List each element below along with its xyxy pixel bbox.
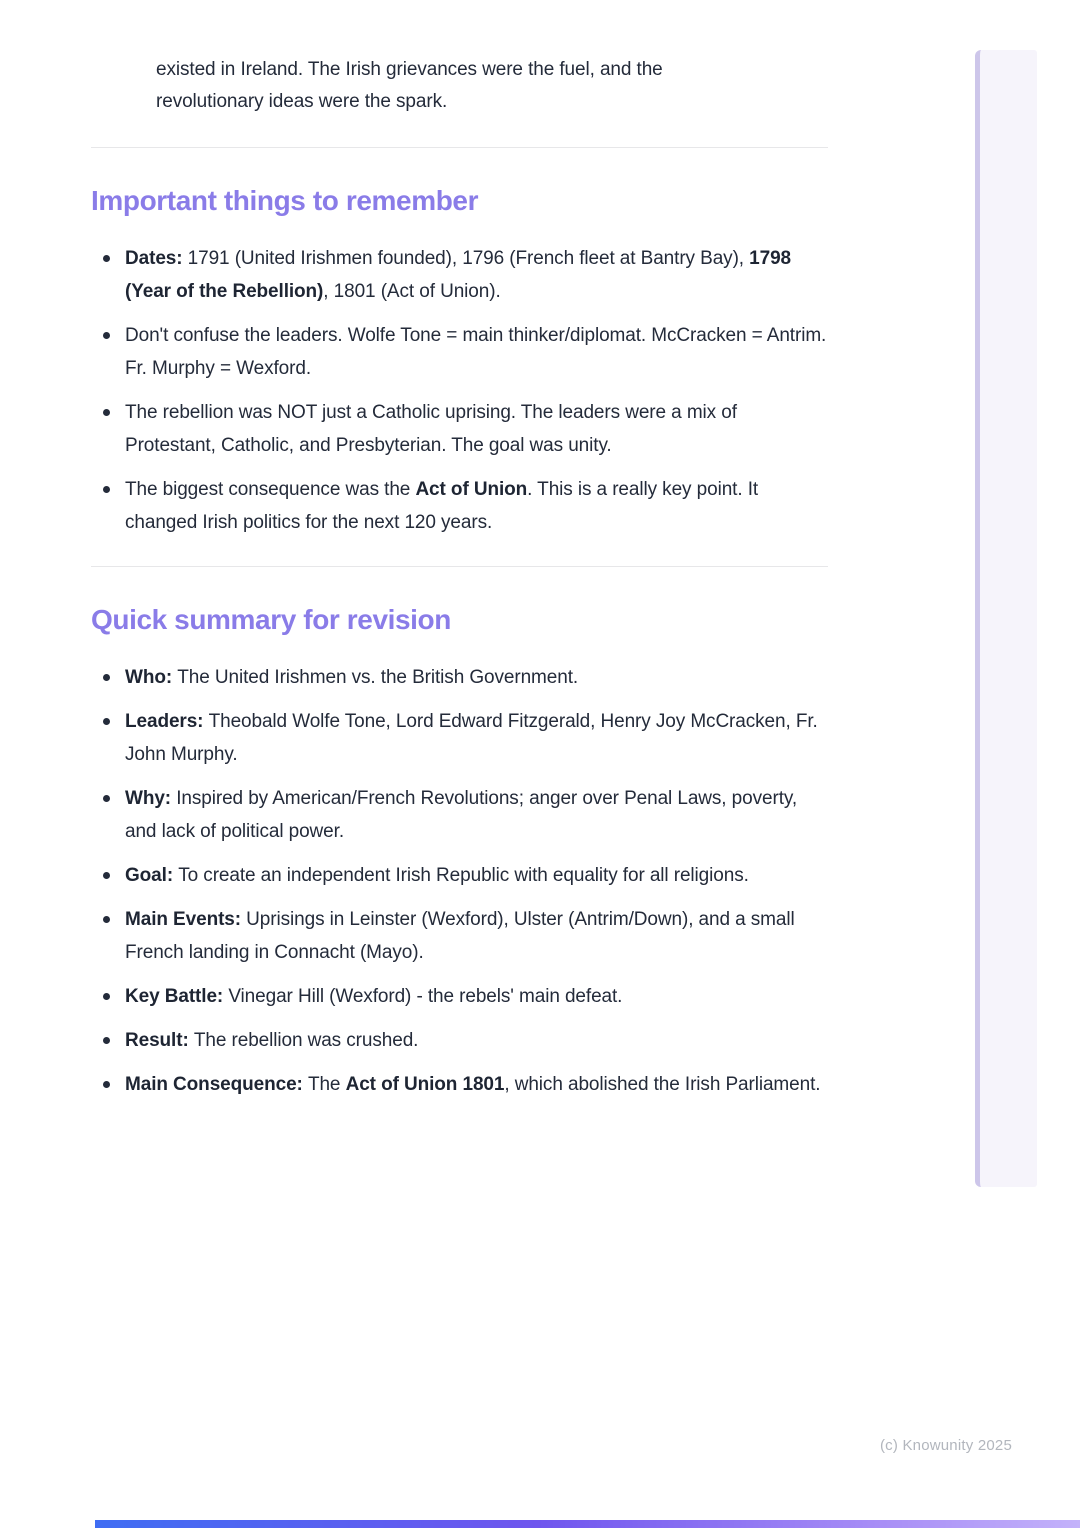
bullet-dot xyxy=(103,795,110,802)
bullet-text: The rebellion was NOT just a Catholic uprising. The leaders were a mix of Protestant, Catholic, and Presbyterian. The goal was unity. xyxy=(125,402,737,456)
scrollbar-track[interactable] xyxy=(975,50,1037,1187)
list-item xyxy=(91,1024,828,1057)
list-item xyxy=(91,396,828,462)
paragraph-line: revolutionary ideas were the spark. xyxy=(156,91,448,112)
bullet-text: Main Consequence: The Act of Union 1801, which abolished the Irish Parliament. xyxy=(125,1074,821,1095)
list-item xyxy=(91,903,828,969)
list-item xyxy=(91,705,828,771)
list-item xyxy=(91,661,828,694)
section-divider xyxy=(91,147,828,148)
section-heading-quick-summary: Quick summary for revision xyxy=(91,604,451,635)
list-item xyxy=(91,782,828,848)
bullet-text: Who: The United Irishmen vs. the British Government. xyxy=(125,667,579,688)
list-item xyxy=(91,242,828,308)
bullet-dot xyxy=(103,1081,110,1088)
bottom-accent-bar xyxy=(95,1520,1080,1528)
bullet-dot xyxy=(103,1037,110,1044)
bullet-text: Goal: To create an independent Irish Republic with equality for all religions. xyxy=(125,865,749,886)
list-item xyxy=(91,980,828,1013)
bullet-dot xyxy=(103,674,110,681)
bullet-dot xyxy=(103,916,110,923)
bullet-list-quick-summary xyxy=(91,661,828,1101)
bullet-dot xyxy=(103,332,110,339)
bullet-text: Key Battle: Vinegar Hill (Wexford) - the rebels' main defeat. xyxy=(125,986,623,1007)
section-divider xyxy=(91,566,828,567)
bullet-dot xyxy=(103,718,110,725)
bullet-dot xyxy=(103,255,110,262)
section-heading-important-things: Important things to remember xyxy=(91,185,479,216)
document-content xyxy=(91,0,828,1101)
paragraph-line: existed in Ireland. The Irish grievances were the fuel, and the xyxy=(156,59,663,80)
list-item xyxy=(91,473,828,539)
bullet-text: The biggest consequence was the Act of Union. This is a really key point. It changed Irish politics for the next 120 years. xyxy=(125,479,759,533)
list-item xyxy=(91,1068,828,1101)
list-item xyxy=(91,319,828,385)
bullet-text: Don't confuse the leaders. Wolfe Tone = main thinker/diplomat. McCracken = Antrim. Fr. Murphy = Wexford. xyxy=(125,325,827,379)
bullet-dot xyxy=(103,993,110,1000)
bullet-text: Result: The rebellion was crushed. xyxy=(125,1030,419,1051)
footer-copyright: (c) Knowunity 2025 xyxy=(879,1437,1012,1454)
bullet-text: Leaders: Theobald Wolfe Tone, Lord Edward Fitzgerald, Henry Joy McCracken, Fr. John Murphy. xyxy=(125,711,818,765)
bullet-text: Why: Inspired by American/French Revolutions; anger over Penal Laws, poverty, and lack of political power. xyxy=(125,788,798,842)
intro-paragraph xyxy=(91,0,828,118)
list-item xyxy=(91,859,828,892)
bullet-list-important-things xyxy=(91,242,828,539)
bullet-dot xyxy=(103,486,110,493)
bullet-text: Main Events: Uprisings in Leinster (Wexford), Ulster (Antrim/Down), and a small French landing in Connacht (Mayo). xyxy=(125,909,795,963)
bullet-dot xyxy=(103,409,110,416)
bullet-dot xyxy=(103,872,110,879)
bullet-text: Dates: 1791 (United Irishmen founded), 1796 (French fleet at Bantry Bay), 1798 (Year of the Rebellion), 1801 (Act of Union). xyxy=(125,248,792,302)
